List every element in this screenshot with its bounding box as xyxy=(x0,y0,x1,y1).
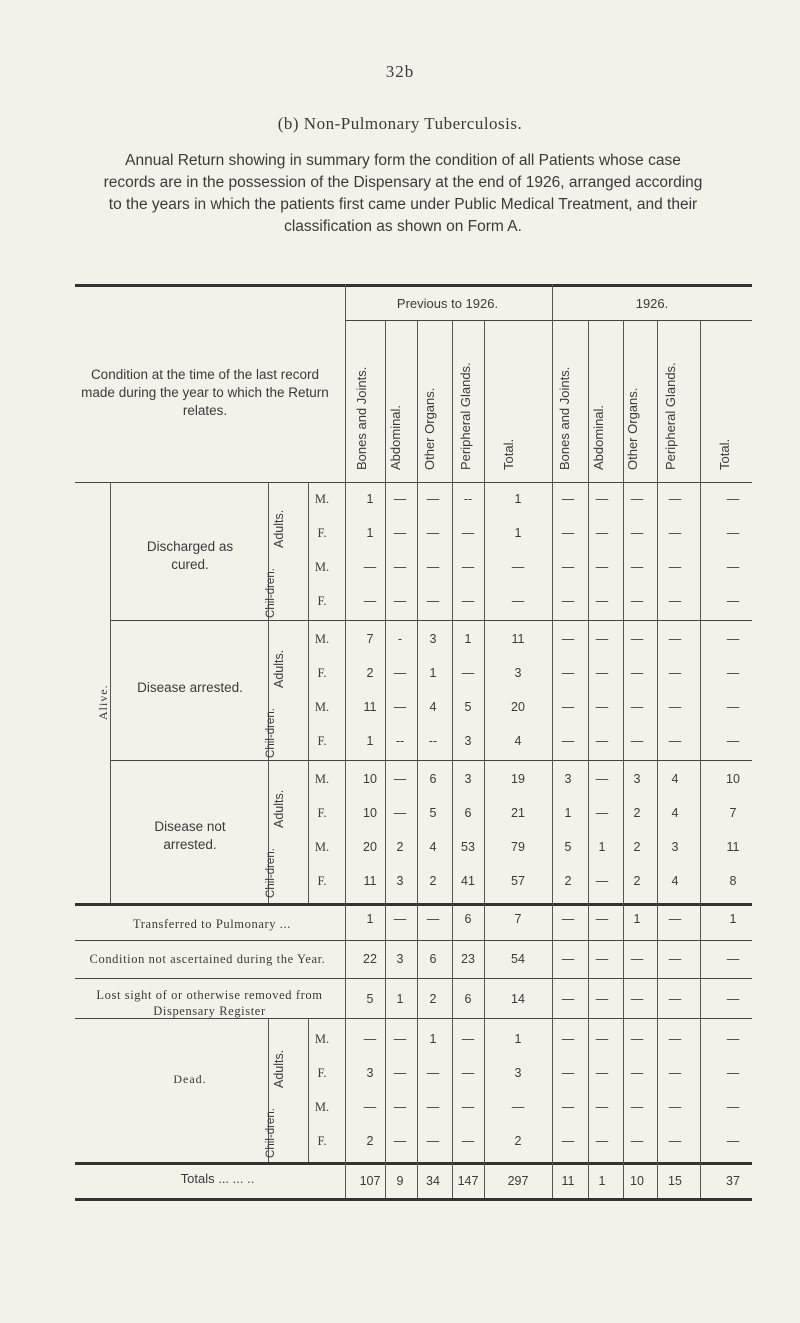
table-cell: — xyxy=(630,560,644,574)
sex-label: M. xyxy=(314,492,330,506)
adults-label: Adults. xyxy=(272,789,286,828)
table-cell: — xyxy=(561,912,575,926)
table-cell: 1 xyxy=(514,1032,522,1046)
table-cell: — xyxy=(511,1100,525,1114)
table-cell: 3 xyxy=(429,632,437,646)
children-label: Chil-dren. xyxy=(265,568,277,618)
table-cell: — xyxy=(393,666,407,680)
table-cell: 2 xyxy=(429,874,437,888)
table-cell: — xyxy=(363,560,377,574)
table-cell: — xyxy=(630,700,644,714)
table-cell: — xyxy=(668,632,682,646)
label-not-ascertained: Condition not ascertained during the Year. xyxy=(89,952,326,966)
table-cell: — xyxy=(561,632,575,646)
sex-label: F. xyxy=(317,874,327,888)
table-cell: — xyxy=(426,492,440,506)
table-cell: -- xyxy=(395,734,405,748)
table-cell: — xyxy=(668,526,682,540)
table-cell: — xyxy=(393,1066,407,1080)
table-cell: — xyxy=(726,594,740,608)
table-cell: — xyxy=(595,772,609,786)
table-cell: 3 xyxy=(514,1066,522,1080)
condition-header: Condition at the time of the last record made during the year to which the Return relates. xyxy=(81,367,329,418)
table-cell: — xyxy=(561,952,575,966)
table-cell: 10 xyxy=(726,772,740,786)
table-cell: — xyxy=(595,992,609,1006)
table-cell: 1 xyxy=(396,992,404,1006)
column-header: Bones and Joints. xyxy=(557,366,572,470)
table-cell: — xyxy=(426,560,440,574)
table-cell: — xyxy=(426,1100,440,1114)
table-cell: — xyxy=(630,952,644,966)
sex-label: M. xyxy=(314,560,330,574)
table-cell: 20 xyxy=(363,840,377,854)
label-transferred: Transferred to Pulmonary ... xyxy=(133,917,291,931)
table-cell: 1 xyxy=(366,492,374,506)
table-cell: 1 xyxy=(598,840,606,854)
table-cell: 11 xyxy=(561,1174,575,1188)
table-cell: — xyxy=(461,1134,475,1148)
rule-after-arrested xyxy=(110,760,752,761)
table-cell: — xyxy=(426,1066,440,1080)
table-cell: 2 xyxy=(396,840,404,854)
column-header: Abdominal. xyxy=(388,404,403,470)
table-cell: — xyxy=(726,526,740,540)
sex-label: M. xyxy=(314,632,330,646)
adults-label: Adults. xyxy=(272,649,286,688)
table-cell: — xyxy=(363,594,377,608)
rule-after-discharged xyxy=(110,620,752,621)
sex-label: F. xyxy=(317,806,327,820)
table-cell: — xyxy=(726,560,740,574)
table-cell: — xyxy=(595,526,609,540)
table-cell: 10 xyxy=(630,1174,644,1188)
table-cell: — xyxy=(595,560,609,574)
table-cell: 4 xyxy=(514,734,522,748)
column-header: Total. xyxy=(501,438,516,470)
column-header: Abdominal. xyxy=(591,404,606,470)
table-cell: — xyxy=(561,1032,575,1046)
adults-label: Adults. xyxy=(272,1049,286,1088)
table-cell: - xyxy=(397,632,403,646)
sex-label: M. xyxy=(314,772,330,786)
adults-label: Adults. xyxy=(272,509,286,548)
table-cell: — xyxy=(630,594,644,608)
children-label: Chil-dren. xyxy=(265,708,277,758)
table-cell: — xyxy=(726,734,740,748)
table-cell: 1 xyxy=(366,734,374,748)
table-cell: — xyxy=(668,992,682,1006)
table-cell: — xyxy=(595,1100,609,1114)
table-cell: 21 xyxy=(511,806,525,820)
table-cell: 7 xyxy=(729,806,737,820)
table-cell: 6 xyxy=(429,772,437,786)
table-cell: — xyxy=(630,1100,644,1114)
table-cell: 8 xyxy=(729,874,737,888)
table-cell: 9 xyxy=(396,1174,404,1188)
table-cell: — xyxy=(595,666,609,680)
table-cell: 2 xyxy=(633,840,641,854)
column-header: Bones and Joints. xyxy=(354,366,369,470)
table-cell: 5 xyxy=(464,700,472,714)
table-cell: — xyxy=(561,526,575,540)
table-cell: 1 xyxy=(598,1174,606,1188)
table-cell: 3 xyxy=(671,840,679,854)
table-cell: 23 xyxy=(461,952,475,966)
table-cell: — xyxy=(393,492,407,506)
table-cell: 1 xyxy=(366,912,374,926)
table-cell: — xyxy=(393,1100,407,1114)
table-cell: 53 xyxy=(461,840,475,854)
table-cell: 4 xyxy=(429,840,437,854)
label-not-arrested: Disease not arrested. xyxy=(154,819,226,852)
table-cell: — xyxy=(726,632,740,646)
table-cell: — xyxy=(393,1134,407,1148)
table-cell: — xyxy=(561,492,575,506)
table-cell: — xyxy=(426,594,440,608)
top-rule xyxy=(75,284,752,287)
table-cell: 20 xyxy=(511,700,525,714)
table-cell: — xyxy=(668,734,682,748)
table-cell: 2 xyxy=(429,992,437,1006)
page-number: 32b xyxy=(385,62,415,81)
table-cell: — xyxy=(561,1100,575,1114)
table-cell: — xyxy=(595,1134,609,1148)
table-cell: — xyxy=(561,1134,575,1148)
table-cell: 10 xyxy=(363,772,377,786)
table-cell: — xyxy=(595,594,609,608)
table-cell: 6 xyxy=(464,912,472,926)
table-cell: 3 xyxy=(396,874,404,888)
table-cell: — xyxy=(668,492,682,506)
table-cell: 15 xyxy=(668,1174,682,1188)
section-title: (b) Non-Pulmonary Tuberculosis. xyxy=(277,114,523,133)
table-cell: — xyxy=(726,700,740,714)
table-cell: 1 xyxy=(514,492,522,506)
table-cell: 3 xyxy=(633,772,641,786)
table-cell: — xyxy=(561,992,575,1006)
table-cell: 3 xyxy=(366,1066,374,1080)
table-cell: — xyxy=(426,912,440,926)
table-cell: — xyxy=(726,492,740,506)
table-cell: 3 xyxy=(464,772,472,786)
table-cell: 1 xyxy=(729,912,737,926)
label-totals: Totals ... ... .. xyxy=(180,1171,255,1186)
table-cell: 14 xyxy=(511,992,525,1006)
table-cell: 1 xyxy=(514,526,522,540)
table-cell: — xyxy=(630,1134,644,1148)
table-cell: 2 xyxy=(514,1134,522,1148)
sex-label: M. xyxy=(314,1032,330,1046)
table-cell: — xyxy=(630,632,644,646)
column-rule xyxy=(484,320,485,1198)
table-cell: 3 xyxy=(396,952,404,966)
table-cell: — xyxy=(561,734,575,748)
table-cell: — xyxy=(726,952,740,966)
children-label: Chil-dren. xyxy=(265,848,277,898)
label-dead: Dead. xyxy=(173,1072,207,1086)
table-cell: — xyxy=(595,1066,609,1080)
sex-label: F. xyxy=(317,1134,327,1148)
table-cell: — xyxy=(668,1100,682,1114)
table-cell: — xyxy=(668,560,682,574)
table-cell: 10 xyxy=(363,806,377,820)
table-cell: 3 xyxy=(564,772,572,786)
table-cell: — xyxy=(561,560,575,574)
rule-after-transferred xyxy=(75,940,752,941)
label-discharged: Discharged as cured. xyxy=(146,539,234,572)
table-cell: — xyxy=(595,700,609,714)
table-cell: — xyxy=(668,666,682,680)
rule-after-lost xyxy=(75,1018,752,1019)
label-lost-sight: Lost sight of or otherwise removed from Dispensary Register xyxy=(96,988,323,1018)
table-cell: — xyxy=(461,1032,475,1046)
table-cell: — xyxy=(426,1134,440,1148)
table-cell: -- xyxy=(428,734,438,748)
rule-adults-children xyxy=(268,482,269,903)
table-cell: — xyxy=(630,492,644,506)
table-cell: — xyxy=(595,632,609,646)
children-label: Chil-dren. xyxy=(265,1108,277,1158)
table-cell: — xyxy=(461,526,475,540)
column-rule xyxy=(700,320,701,1198)
table-cell: 1 xyxy=(429,1032,437,1046)
table-cell: — xyxy=(461,1066,475,1080)
header-bottom-rule xyxy=(75,482,752,483)
table-cell: — xyxy=(726,1134,740,1148)
table-cell: 1 xyxy=(429,666,437,680)
table-cell: — xyxy=(726,1066,740,1080)
table-cell: 1 xyxy=(633,912,641,926)
rule-sex xyxy=(308,482,309,903)
table-cell: — xyxy=(461,594,475,608)
table-cell: 54 xyxy=(511,952,525,966)
table-cell: — xyxy=(426,526,440,540)
label-arrested: Disease arrested. xyxy=(137,680,243,695)
table-cell: 4 xyxy=(671,874,679,888)
table-cell: 1 xyxy=(464,632,472,646)
sex-label: F. xyxy=(317,526,327,540)
table-cell: — xyxy=(668,1032,682,1046)
table-cell: 5 xyxy=(564,840,572,854)
table-cell: — xyxy=(393,700,407,714)
group-previous-header: Previous to 1926. xyxy=(396,296,499,311)
table-cell: — xyxy=(393,560,407,574)
table-cell: — xyxy=(668,700,682,714)
table-cell: — xyxy=(393,806,407,820)
table-cell: — xyxy=(393,526,407,540)
bottom-rule xyxy=(75,1198,752,1201)
table-cell: — xyxy=(726,1032,740,1046)
intro-paragraph: Annual Return showing in summary form the condition of all Patients whose case records are in the possession of the Dispensary at the end of 1926, arranged according to the years in which the patients first came under Public Medical Treatment, and their classification as shown on Form A. xyxy=(103,152,703,235)
table-cell: — xyxy=(393,772,407,786)
table-cell: — xyxy=(668,952,682,966)
table-cell: 6 xyxy=(429,952,437,966)
table-cell: — xyxy=(363,1032,377,1046)
table-cell: 2 xyxy=(366,666,374,680)
table-cell: 7 xyxy=(514,912,522,926)
table-cell: — xyxy=(461,560,475,574)
sex-label: F. xyxy=(317,666,327,680)
table-cell: — xyxy=(595,952,609,966)
table-cell: 11 xyxy=(511,632,525,646)
table-cell: 37 xyxy=(726,1174,740,1188)
table-cell: 34 xyxy=(426,1174,440,1188)
table-cell: — xyxy=(668,1066,682,1080)
table-cell: 5 xyxy=(366,992,374,1006)
table-cell: 19 xyxy=(511,772,525,786)
rule-after-not-ascertained xyxy=(75,978,752,979)
table-cell: 2 xyxy=(633,874,641,888)
table-cell: — xyxy=(561,700,575,714)
table-cell: 1 xyxy=(366,526,374,540)
table-cell: 2 xyxy=(564,874,572,888)
table-cell: — xyxy=(461,666,475,680)
table-cell: — xyxy=(630,992,644,1006)
table-cell: 4 xyxy=(671,806,679,820)
table-cell: 5 xyxy=(429,806,437,820)
table-cell: — xyxy=(561,666,575,680)
table-cell: — xyxy=(668,912,682,926)
table-cell: 2 xyxy=(366,1134,374,1148)
table-cell: — xyxy=(595,734,609,748)
table-cell: — xyxy=(630,666,644,680)
table-cell: 3 xyxy=(514,666,522,680)
group-current-header: 1926. xyxy=(635,296,669,311)
column-header: Total. xyxy=(717,438,732,470)
table-cell: — xyxy=(511,560,525,574)
table-cell: 57 xyxy=(511,874,525,888)
table-cell: 147 xyxy=(457,1174,479,1188)
table-cell: — xyxy=(726,1100,740,1114)
table-cell: — xyxy=(393,594,407,608)
table-cell: — xyxy=(726,992,740,1006)
table-cell: 3 xyxy=(464,734,472,748)
rule-alive-group xyxy=(110,482,111,903)
table-cell: — xyxy=(561,594,575,608)
table-cell: — xyxy=(595,874,609,888)
table-cell: 4 xyxy=(429,700,437,714)
table-cell: 79 xyxy=(511,840,525,854)
table-cell: — xyxy=(668,594,682,608)
table-cell: — xyxy=(595,1032,609,1046)
sex-label: F. xyxy=(317,734,327,748)
table-cell: — xyxy=(363,1100,377,1114)
column-header: Other Organs. xyxy=(422,387,437,470)
table-cell: 6 xyxy=(464,806,472,820)
table-cell: — xyxy=(595,492,609,506)
table-cell: — xyxy=(561,1066,575,1080)
table-cell: — xyxy=(595,912,609,926)
table-cell: 41 xyxy=(461,874,475,888)
table-cell: 22 xyxy=(363,952,377,966)
column-header: Peripheral Glands. xyxy=(458,362,473,470)
table-cell: — xyxy=(630,526,644,540)
table-cell: — xyxy=(595,806,609,820)
sex-label: M. xyxy=(314,1100,330,1114)
table-cell: 7 xyxy=(366,632,374,646)
table-cell: — xyxy=(726,666,740,680)
column-header: Peripheral Glands. xyxy=(663,362,678,470)
column-rule xyxy=(657,320,658,1198)
table-cell: 11 xyxy=(363,700,377,714)
rule-dead-sex xyxy=(308,1018,309,1162)
rule-before-totals xyxy=(75,1162,752,1165)
subheader-rule xyxy=(345,320,752,321)
sex-label: F. xyxy=(317,594,327,608)
table-cell: — xyxy=(393,1032,407,1046)
rule-after-alive xyxy=(75,903,752,906)
table-cell: — xyxy=(511,594,525,608)
table-cell: — xyxy=(630,1066,644,1080)
table-cell: 2 xyxy=(633,806,641,820)
table-cell: 6 xyxy=(464,992,472,1006)
table-cell: 4 xyxy=(671,772,679,786)
sex-label: F. xyxy=(317,1066,327,1080)
table-cell: 1 xyxy=(564,806,572,820)
table-cell: -- xyxy=(463,492,473,506)
rule-col-left xyxy=(345,284,346,1198)
sex-label: M. xyxy=(314,840,330,854)
table-cell: 11 xyxy=(726,840,740,854)
table-cell: 11 xyxy=(363,874,377,888)
table-cell: 107 xyxy=(359,1174,381,1188)
table-cell: — xyxy=(630,1032,644,1046)
table-cell: — xyxy=(668,1134,682,1148)
column-header: Other Organs. xyxy=(625,387,640,470)
sex-label: M. xyxy=(314,700,330,714)
table-cell: — xyxy=(630,734,644,748)
table-cell: — xyxy=(393,912,407,926)
table-cell: 297 xyxy=(507,1174,529,1188)
label-alive: Alive. xyxy=(96,684,110,720)
table-cell: — xyxy=(461,1100,475,1114)
